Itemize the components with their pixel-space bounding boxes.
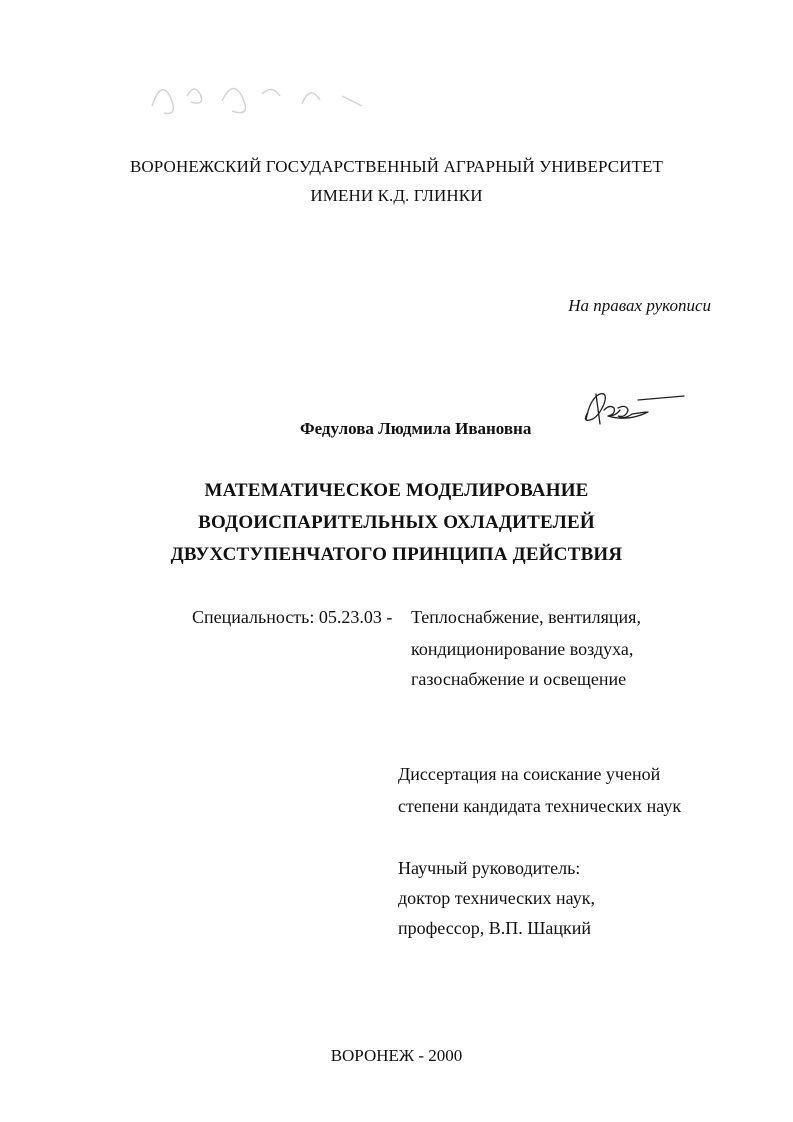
thesis-title-line1: МАТЕМАТИЧЕСКОЕ МОДЕЛИРОВАНИЕ xyxy=(204,480,589,501)
supervisor-name: профессор, В.П. Шацкий xyxy=(398,918,592,938)
author-name: Федулова Людмила Ивановна xyxy=(300,419,532,438)
faint-pencil-marks xyxy=(142,66,392,126)
rights-note: На правах рукописи xyxy=(568,296,711,315)
dissertation-line1: Диссертация на соискание ученой xyxy=(398,764,661,784)
thesis-title-line2: ВОДОИСПАРИТЕЛЬНЫХ ОХЛАДИТЕЛЕЙ xyxy=(198,512,595,533)
thesis-title-line3: ДВУХСТУПЕНЧАТОГО ПРИНЦИПА ДЕЙСТВИЯ xyxy=(170,544,623,565)
author-signature xyxy=(578,386,688,436)
supervisor-heading: Научный руководитель: xyxy=(398,858,581,878)
specialty-line1: Теплоснабжение, вентиляция, xyxy=(411,607,641,627)
specialty-label: Специальность: 05.23.03 - xyxy=(192,607,393,627)
specialty-line2: кондиционирование воздуха, xyxy=(411,639,634,659)
city-year: ВОРОНЕЖ - 2000 xyxy=(330,1046,463,1065)
university-name-line2: ИМЕНИ К.Д. ГЛИНКИ xyxy=(310,186,483,205)
specialty-line3: газоснабжение и освещение xyxy=(411,669,627,689)
supervisor-degree: доктор технических наук, xyxy=(398,888,595,908)
university-name-line1: ВОРОНЕЖСКИЙ ГОСУДАРСТВЕННЫЙ АГРАРНЫЙ УНИВЕРСИТЕТ xyxy=(129,157,663,176)
dissertation-line2: степени кандидата технических наук xyxy=(398,796,682,816)
